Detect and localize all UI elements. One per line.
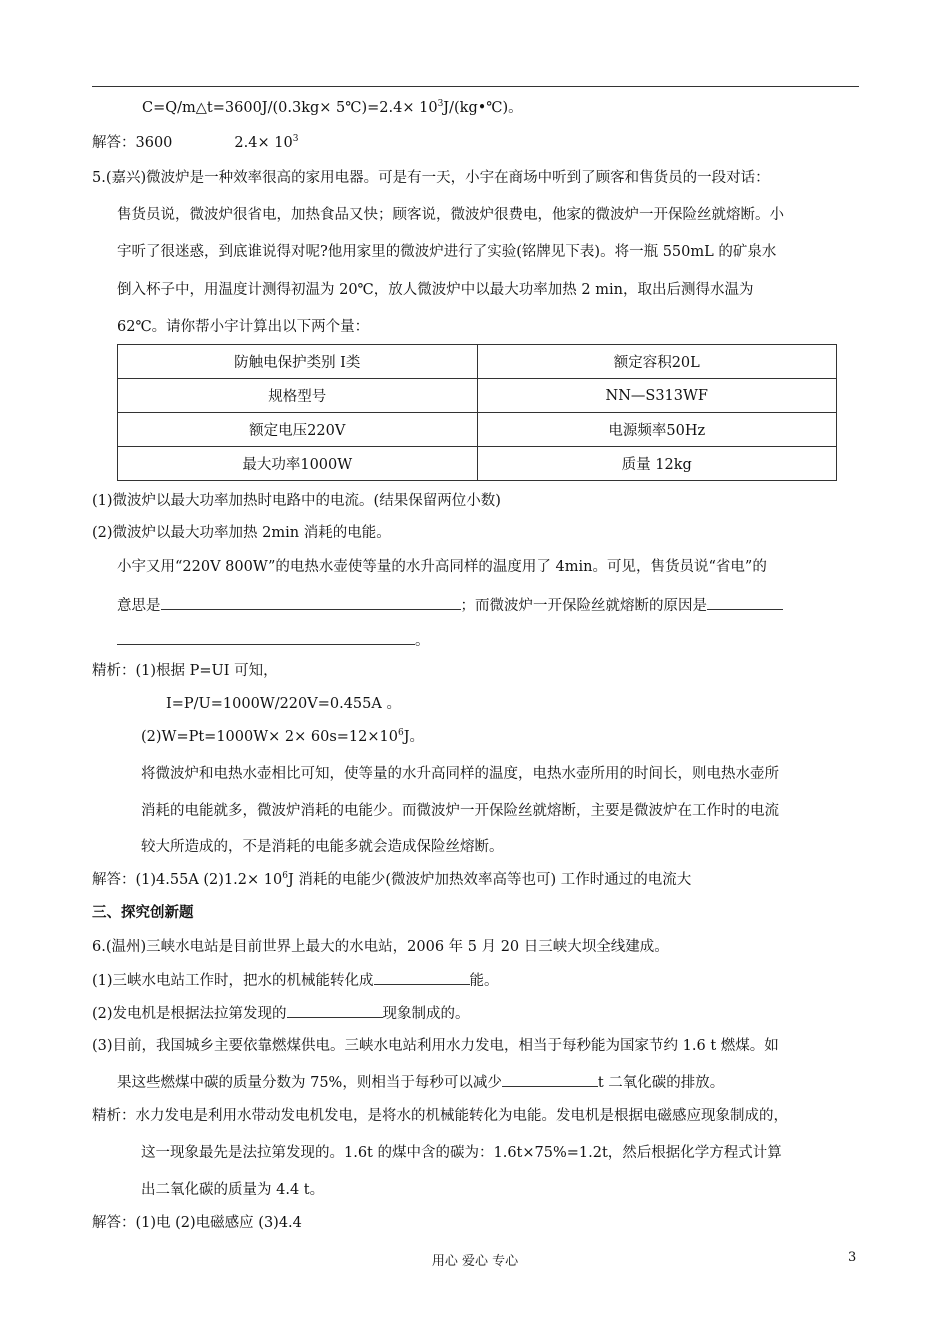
table-cell: 防触电保护类别 I类 xyxy=(118,345,478,379)
q6-line-1: 6.(温州)三峡水电站是目前世界上最大的水电站，2006 年 5 月 20 日三峡大坝全线建成。 xyxy=(92,939,669,955)
formula-line: C=Q/m△t=3600J/(0.3kg× 5℃)=2.4× $10^3J/(kg•℃)$。 xyxy=(142,99,523,116)
answer-line-5: 解答：(1)4.55A $(2)1.2\times 10^6J$ 消耗的电能少(微波炉加热效率高等也可) 工作时通过的电流大 xyxy=(92,871,692,888)
table-row xyxy=(118,379,837,413)
table-row xyxy=(118,413,837,447)
analysis6-line-3: 出二氧化碳的质量为 4.4 t。 xyxy=(141,1182,325,1198)
section-title: 三、探究创新题 xyxy=(92,904,194,921)
q6-sub-1: (1)三峡水电站工作时，把水的机械能转化成 能。 xyxy=(92,970,499,991)
q5-line-7: 意思是 ；而微波炉一开保险丝就熔断的原因是 xyxy=(117,595,783,616)
table-cell: NN—S313WF xyxy=(477,379,837,413)
analysis5-line-6: 较大所造成的，不是消耗的电能多就会造成保险丝熔断。 xyxy=(141,839,504,855)
answer-blank[interactable] xyxy=(502,1072,598,1087)
page-number: 3 xyxy=(848,1250,857,1265)
answer-line-4: 解答：3600 $2.4\times 10^3$ xyxy=(92,134,299,151)
q5-line-1: 5.(嘉兴)微波炉是一种效率很高的家用电器。可是有一天，小宇在商场中听到了顾客和售货员的一段对话： xyxy=(92,170,770,186)
analysis5-line-3: $(2)W=Pt=1000W\times 2\times 60s=12\times 10^6J$。 xyxy=(141,728,425,745)
q5-line-5: 62℃。请你帮小宇计算出以下两个量： xyxy=(117,319,370,335)
q5-line-3: 宇听了很迷惑，到底谁说得对呢?他用家里的微波炉进行了实验(铭牌见下表)。将一瓶 550mL 的矿泉水 xyxy=(117,244,777,260)
q5-line-4: 倒入杯子中，用温度计测得初温为 20℃，放人微波炉中以最大功率加热 2 min，取出后测得水温为 xyxy=(117,282,754,298)
footer-motto: 用心 爱心 专心 xyxy=(431,1254,519,1269)
table-cell: 电源频率50Hz xyxy=(477,413,837,447)
table-cell: 最大功率1000W xyxy=(118,447,478,481)
table-cell: 规格型号 xyxy=(118,379,478,413)
table-row xyxy=(118,345,837,379)
header-rule xyxy=(92,86,859,87)
analysis5-line-4: 将微波炉和电热水壶相比可知，使等量的水升高同样的温度，电热水壶所用的时间长，则电热水壶所 xyxy=(141,766,779,782)
table-cell: 额定电压220V xyxy=(118,413,478,447)
q6-sub-2: (2)发电机是根据法拉第发现的 现象制成的。 xyxy=(92,1003,470,1024)
q5-sub-2: (2)微波炉以最大功率加热 2min 消耗的电能。 xyxy=(92,525,391,541)
analysis6-line-2: 这一现象最先是法拉第发现的。1.6t 的煤中含的碳为：1.6t×75%=1.2t，然后根据化学方程式计算 xyxy=(141,1145,782,1161)
answer-blank[interactable] xyxy=(374,970,470,985)
answer-blank[interactable] xyxy=(707,595,783,610)
table-row xyxy=(118,447,837,481)
nameplate-table xyxy=(117,344,837,481)
q5-line-2: 售货员说，微波炉很省电，加热食品又快；顾客说，微波炉很费电，他家的微波炉一开保险丝就熔断。小 xyxy=(117,207,784,223)
table-cell: 额定容积20L xyxy=(477,345,837,379)
answer-line-6: 解答：(1)电 (2)电磁感应 (3)4.4 xyxy=(92,1215,302,1231)
answer-blank[interactable] xyxy=(161,595,461,610)
answer-blank[interactable] xyxy=(287,1003,383,1018)
q5-sub-1: (1)微波炉以最大功率加热时电路中的电流。(结果保留两位小数) xyxy=(92,493,501,509)
q6-sub-3: (3)目前，我国城乡主要依靠燃煤供电。三峡水电站利用水力发电，相当于每秒能为国家节约 1.6 t 燃煤。如 xyxy=(92,1038,779,1054)
analysis5-line-5: 消耗的电能就多，微波炉消耗的电能少。而微波炉一开保险丝就熔断，主要是微波炉在工作时的电流 xyxy=(141,803,779,819)
analysis5-line-2: I=P/U=1000W/220V=0.455A 。 xyxy=(166,696,401,712)
analysis5-line-1: 精析：(1)根据 P=UI 可知， xyxy=(92,663,278,679)
analysis6-line-1: 精析：水力发电是利用水带动发电机发电，是将水的机械能转化为电能。发电机是根据电磁感应现象制成的， xyxy=(92,1108,788,1124)
answer-blank[interactable] xyxy=(117,630,415,645)
table-cell: 质量 12kg xyxy=(477,447,837,481)
q5-line-8: 。 xyxy=(117,630,430,651)
q6-line-cont: 果这些燃煤中碳的质量分数为 75%，则相当于每秒可以减少 t 二氧化碳的排放。 xyxy=(117,1072,724,1093)
q5-line-6: 小宇又用“220V 800W”的电热水壶使等量的水升高同样的温度用了 4min。可见，售货员说“省电”的 xyxy=(117,559,767,575)
